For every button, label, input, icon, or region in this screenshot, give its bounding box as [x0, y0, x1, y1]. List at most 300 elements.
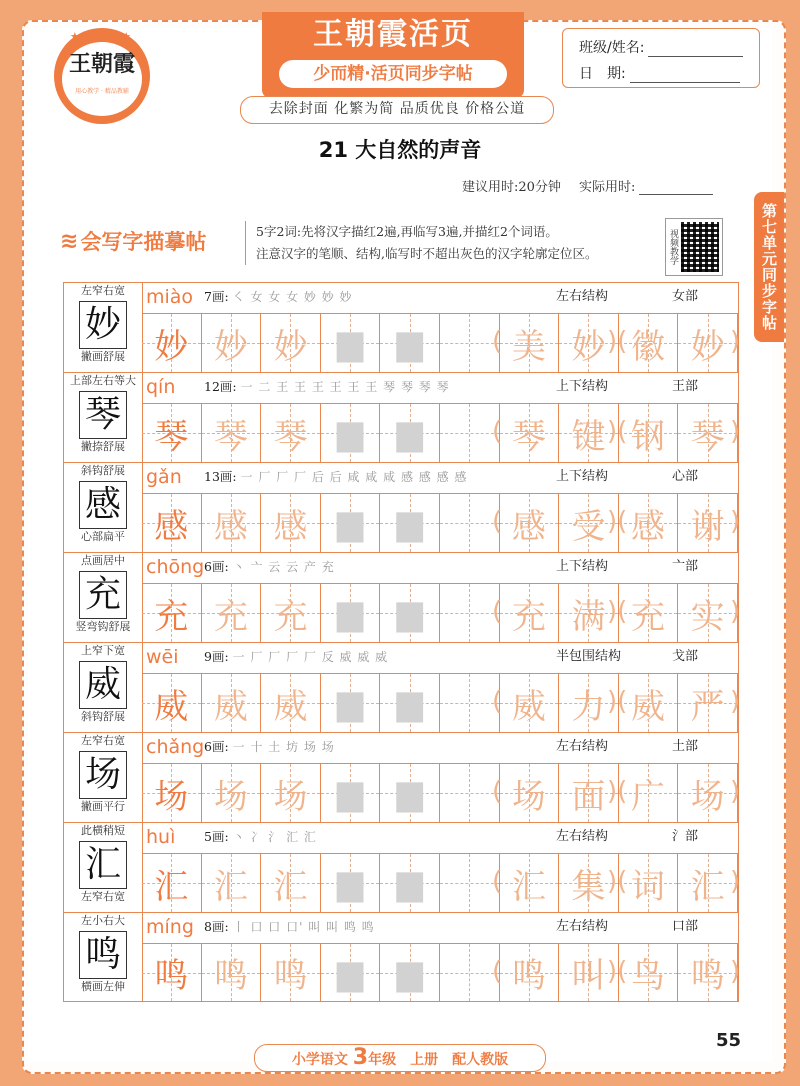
- writing-boxes: [142, 404, 741, 462]
- trace-box[interactable]: [261, 584, 321, 642]
- main-char: 威: [154, 686, 189, 727]
- trace-box[interactable]: [202, 494, 262, 552]
- trace-box[interactable]: [202, 584, 262, 642]
- footer-grade: 3: [352, 1045, 369, 1070]
- paren-open: (: [492, 506, 503, 537]
- structure-type: 左右结构: [556, 289, 609, 304]
- paren-mid: )(: [607, 956, 628, 986]
- stroke-sequence: 一 二 王 王 王 王 王 王 琴 琴 琴 琴: [240, 380, 450, 394]
- word-box[interactable]: [500, 494, 560, 552]
- outline-block: ▆: [396, 952, 423, 993]
- word-char: 感: [631, 506, 666, 547]
- radical: 戈部: [672, 649, 699, 664]
- radical: 女部: [672, 289, 699, 304]
- tip-top: 左窄右宽: [81, 734, 125, 747]
- practice-row: [63, 912, 739, 1002]
- main-char: 妙: [154, 326, 189, 367]
- model-character: 场: [79, 751, 127, 799]
- paren-open: (: [492, 956, 503, 986]
- writing-boxes: [142, 854, 741, 912]
- radical: 口部: [672, 919, 699, 934]
- word-box[interactable]: [678, 404, 741, 462]
- paren-mid: )(: [607, 686, 628, 717]
- model-character-cell: [64, 373, 143, 462]
- word-char: 妙: [571, 326, 606, 367]
- footer-edition: 年级 上册 配人教版: [368, 1052, 509, 1068]
- paren-mid: )(: [607, 776, 628, 807]
- trace-char: 威: [273, 686, 308, 727]
- practice-box[interactable]: [440, 314, 503, 372]
- word-char: 严: [690, 686, 725, 727]
- tip-top: 左窄右宽: [81, 284, 125, 297]
- word-char: 充: [511, 596, 546, 637]
- qr-label: 视频教学: [668, 229, 678, 265]
- model-character: 汇: [79, 841, 127, 889]
- word-char: 叫: [571, 956, 606, 996]
- unit-side-tab: 第七单元同步字帖: [754, 192, 784, 342]
- paren-open: (: [492, 866, 503, 897]
- trace-box[interactable]: [142, 764, 202, 822]
- actual-time-label: 实际用时:: [578, 180, 636, 195]
- radical: 土部: [672, 739, 699, 754]
- structure-type: 上下结构: [556, 379, 609, 394]
- instruction-line-1: 5字2词:先将汉字描红2遍,再临写3遍,并描红2个词语。: [256, 224, 558, 239]
- structure-type: 上下结构: [556, 469, 609, 484]
- outline-block: ▆: [396, 863, 423, 903]
- trace-box[interactable]: [261, 764, 321, 822]
- word-box[interactable]: [500, 674, 560, 732]
- stroke-order: [204, 643, 540, 673]
- footer-subject: 小学语文: [291, 1052, 348, 1068]
- stroke-count: 5画:: [204, 829, 229, 844]
- trace-box[interactable]: [202, 674, 262, 732]
- practice-row: [63, 732, 739, 822]
- practice-box[interactable]: [321, 674, 381, 732]
- pinyin: miào: [146, 286, 194, 308]
- tip-bottom: 心部扁平: [81, 530, 125, 543]
- stroke-order: [204, 733, 540, 763]
- outline-block: ▆: [337, 503, 364, 543]
- stroke-count: 6画:: [204, 559, 229, 574]
- word-char: 汇: [690, 866, 725, 907]
- tip-bottom: 竖弯钩舒展: [75, 620, 131, 633]
- word-box[interactable]: [619, 944, 679, 1001]
- practice-box[interactable]: [380, 764, 440, 822]
- model-character: 鸣: [79, 931, 127, 979]
- model-character: 琴: [79, 391, 127, 439]
- main-char: 琴: [154, 416, 189, 457]
- practice-box[interactable]: [380, 404, 440, 462]
- structure-info: [540, 823, 740, 853]
- word-char: 琴: [511, 416, 546, 457]
- paren-open: (: [492, 776, 503, 807]
- trace-char: 汇: [213, 866, 248, 907]
- trace-box[interactable]: [261, 404, 321, 462]
- main-char: 充: [154, 596, 189, 637]
- trace-box[interactable]: [261, 494, 321, 552]
- structure-info: [540, 733, 740, 763]
- outline-block: ▆: [337, 413, 364, 453]
- paren-mid: )(: [607, 416, 628, 447]
- tip-bottom: 撇画舒展: [81, 350, 125, 363]
- word-char: 场: [690, 776, 725, 817]
- outline-block: ▆: [337, 952, 364, 993]
- logo-small-text: 用心教学 · 精品教辅: [75, 88, 129, 95]
- wave-icon: ≋: [60, 228, 79, 254]
- radical: 心部: [672, 469, 699, 484]
- practice-box[interactable]: [440, 854, 503, 912]
- date-label: 日 期:: [579, 66, 626, 82]
- word-char: 充: [631, 596, 666, 637]
- practice-box[interactable]: [321, 854, 381, 912]
- writing-boxes: [142, 944, 741, 1001]
- paren-close: ): [730, 956, 741, 986]
- trace-char: 场: [273, 776, 308, 817]
- tip-top: 上窄下宽: [81, 644, 125, 657]
- word-char: 琴: [690, 416, 725, 457]
- trace-box[interactable]: [202, 404, 262, 462]
- stroke-count: 7画:: [204, 289, 229, 304]
- main-char: 感: [154, 506, 189, 547]
- trace-box[interactable]: [142, 854, 202, 912]
- tip-bottom: 横画左伸: [81, 980, 125, 993]
- stroke-order: [204, 823, 540, 853]
- paren-close: ): [730, 686, 741, 717]
- qr-code[interactable]: [665, 218, 723, 276]
- word-char: 力: [571, 686, 606, 727]
- stroke-order: [204, 553, 540, 583]
- model-character: 充: [79, 571, 127, 619]
- word-box[interactable]: [619, 584, 679, 642]
- word-char: 受: [571, 506, 606, 547]
- word-char: 词: [631, 866, 666, 907]
- slogan: 去除封面 化繁为简 品质优良 价格公道: [240, 96, 554, 124]
- stroke-sequence: ㇛ 女 女 女 妙 妙 妙: [232, 290, 353, 304]
- word-box[interactable]: [619, 764, 679, 822]
- model-character: 妙: [79, 301, 127, 349]
- practice-box[interactable]: [321, 494, 381, 552]
- stroke-count: 8画:: [204, 919, 229, 934]
- trace-box[interactable]: [142, 494, 202, 552]
- model-character-cell: [64, 553, 143, 642]
- paren-mid: )(: [607, 866, 628, 897]
- trace-box[interactable]: [142, 314, 202, 372]
- brand-subtitle: 少而精·活页同步字帖: [279, 60, 507, 88]
- tip-top: 此横稍短: [81, 824, 125, 837]
- pinyin: wēi: [146, 646, 179, 668]
- stroke-count: 13画:: [204, 469, 237, 484]
- stroke-count: 9画:: [204, 649, 229, 664]
- stroke-sequence: 丶 冫 氵 汇 汇: [232, 830, 317, 844]
- lesson-title: 21 大自然的声音: [318, 138, 482, 162]
- brand-banner: [262, 12, 524, 98]
- trace-box[interactable]: [261, 674, 321, 732]
- word-char: 美: [511, 326, 546, 367]
- outline-block: ▆: [396, 773, 423, 813]
- practice-box[interactable]: [321, 404, 381, 462]
- outline-block: ▆: [337, 773, 364, 813]
- trace-char: 妙: [273, 326, 308, 367]
- trace-char: 琴: [213, 416, 248, 457]
- word-box[interactable]: [678, 314, 741, 372]
- word-box[interactable]: [678, 584, 741, 642]
- word-char: 谢: [690, 506, 725, 547]
- structure-info: [540, 463, 740, 493]
- structure-info: [540, 643, 740, 673]
- model-character: 感: [79, 481, 127, 529]
- tip-bottom: 斜钩舒展: [81, 710, 125, 723]
- outline-block: ▆: [337, 863, 364, 903]
- word-box[interactable]: [500, 854, 560, 912]
- main-char: 鸣: [154, 956, 189, 996]
- trace-box[interactable]: [202, 764, 262, 822]
- practice-row: [63, 642, 739, 732]
- paren-close: ): [730, 776, 741, 807]
- pinyin: chōng: [146, 556, 205, 578]
- practice-grid: [63, 282, 739, 1002]
- radical: 氵部: [672, 829, 699, 844]
- paren-close: ): [730, 596, 741, 627]
- word-char: 威: [511, 686, 546, 727]
- model-character-cell: [64, 733, 143, 822]
- practice-box[interactable]: [440, 494, 503, 552]
- actual-time-field[interactable]: [639, 180, 713, 195]
- footer-badge: [254, 1044, 546, 1072]
- trace-char: 鸣: [213, 956, 248, 996]
- paren-close: ): [730, 506, 741, 537]
- practice-box[interactable]: [440, 674, 503, 732]
- structure-info: [540, 373, 740, 403]
- practice-box[interactable]: [321, 584, 381, 642]
- word-char: 场: [511, 776, 546, 817]
- outline-block: ▆: [396, 593, 423, 633]
- practice-box[interactable]: [440, 944, 503, 1001]
- word-char: 汇: [511, 866, 546, 907]
- practice-box[interactable]: [440, 404, 503, 462]
- word-char: 钢: [631, 416, 666, 457]
- stroke-sequence: 一 十 土 坊 场 场: [232, 740, 335, 754]
- word-box[interactable]: [500, 944, 560, 1001]
- date-field[interactable]: [630, 68, 740, 83]
- stroke-order: [204, 463, 540, 493]
- student-info-box: [562, 28, 760, 88]
- word-char: 妙: [690, 326, 725, 367]
- practice-box[interactable]: [440, 584, 503, 642]
- trace-box[interactable]: [202, 314, 262, 372]
- word-box[interactable]: [678, 764, 741, 822]
- main-char: 汇: [154, 866, 189, 907]
- trace-char: 妙: [213, 326, 248, 367]
- trace-box[interactable]: [142, 944, 202, 1001]
- practice-box[interactable]: [380, 584, 440, 642]
- brand-title: 王朝霞活页: [313, 17, 473, 52]
- stroke-sequence: 丨 口 口 口' 叫 叫 鸣 鸣: [232, 920, 375, 934]
- trace-box[interactable]: [261, 944, 321, 1001]
- outline-block: ▆: [337, 593, 364, 633]
- page-number: 55: [716, 1030, 742, 1051]
- outline-block: ▆: [396, 503, 423, 543]
- qr-pattern-icon: [681, 222, 719, 272]
- practice-box[interactable]: [321, 764, 381, 822]
- practice-row: [63, 822, 739, 912]
- outline-block: ▆: [337, 683, 364, 723]
- word-char: 鸟: [631, 956, 666, 996]
- trace-box[interactable]: [261, 314, 321, 372]
- writing-boxes: [142, 314, 741, 372]
- pinyin: qín: [146, 376, 176, 398]
- paren-mid: )(: [607, 596, 628, 627]
- practice-box[interactable]: [321, 944, 381, 1001]
- writing-boxes: [142, 494, 741, 552]
- stroke-sequence: 一 厂 厂 厂 后 后 咸 咸 咸 感 感 感 感: [240, 470, 468, 484]
- model-character-cell: [64, 823, 143, 912]
- trace-box[interactable]: [202, 854, 262, 912]
- outline-block: ▆: [396, 683, 423, 723]
- structure-type: 左右结构: [556, 739, 609, 754]
- trace-char: 鸣: [273, 956, 308, 996]
- trace-char: 充: [213, 596, 248, 637]
- word-box[interactable]: [500, 584, 560, 642]
- suggested-time: 建议用时:20分钟: [462, 180, 561, 195]
- structure-type: 上下结构: [556, 559, 609, 574]
- trace-box[interactable]: [202, 944, 262, 1001]
- trace-box[interactable]: [142, 404, 202, 462]
- word-char: 威: [631, 686, 666, 727]
- paren-open: (: [492, 326, 503, 357]
- logo-text: 王朝霞: [68, 52, 135, 77]
- trace-char: 琴: [273, 416, 308, 457]
- structure-info: [540, 913, 740, 943]
- word-box[interactable]: [619, 314, 679, 372]
- stroke-order: [204, 913, 540, 943]
- stroke-order: [204, 283, 540, 313]
- outline-block: ▆: [337, 323, 364, 363]
- word-box[interactable]: [619, 674, 679, 732]
- word-box[interactable]: [619, 494, 679, 552]
- trace-char: 感: [213, 506, 248, 547]
- word-box[interactable]: [678, 494, 741, 552]
- trace-char: 充: [273, 596, 308, 637]
- word-char: 徽: [631, 326, 666, 367]
- tip-bottom: 撇捺舒展: [81, 440, 125, 453]
- structure-info: [540, 553, 740, 583]
- word-box[interactable]: [678, 674, 741, 732]
- paren-open: (: [492, 686, 503, 717]
- word-char: 集: [571, 866, 606, 907]
- model-character-cell: [64, 283, 143, 372]
- practice-box[interactable]: [380, 674, 440, 732]
- word-char: 满: [571, 596, 606, 637]
- word-box[interactable]: [500, 314, 560, 372]
- tip-top: 上部左右等大: [70, 374, 136, 387]
- tip-bottom: 左窄右宽: [81, 890, 125, 903]
- paren-mid: )(: [607, 326, 628, 357]
- trace-box[interactable]: [261, 854, 321, 912]
- word-box[interactable]: [678, 944, 741, 1001]
- practice-box[interactable]: [440, 764, 503, 822]
- stroke-sequence: 一 厂 厂 厂 厂 反 威 威 威: [232, 650, 389, 664]
- pinyin: chǎng: [146, 736, 205, 758]
- word-box[interactable]: [500, 764, 560, 822]
- word-char: 鸣: [511, 956, 546, 996]
- model-character: 威: [79, 661, 127, 709]
- word-box[interactable]: [619, 404, 679, 462]
- word-char: 鸣: [690, 956, 725, 996]
- pinyin: gǎn: [146, 466, 182, 488]
- structure-info: [540, 283, 740, 313]
- practice-row: [63, 372, 739, 462]
- practice-box[interactable]: [380, 854, 440, 912]
- star-icons: ★★★★★: [69, 30, 135, 43]
- stroke-sequence: 丶 亠 云 云 产 充: [232, 560, 335, 574]
- word-char: 广: [631, 776, 666, 817]
- trace-box[interactable]: [142, 584, 202, 642]
- practice-box[interactable]: [380, 494, 440, 552]
- word-char: 感: [511, 506, 546, 547]
- word-char: 面: [571, 776, 606, 817]
- paren-open: (: [492, 416, 503, 447]
- paren-close: ): [730, 866, 741, 897]
- stroke-count: 6画:: [204, 739, 229, 754]
- paren-mid: )(: [607, 506, 628, 537]
- structure-type: 左右结构: [556, 919, 609, 934]
- stroke-order: [204, 373, 540, 403]
- trace-char: 威: [213, 686, 248, 727]
- class-name-field[interactable]: [648, 42, 743, 57]
- writing-boxes: [142, 764, 741, 822]
- trace-char: 场: [213, 776, 248, 817]
- trace-box[interactable]: [142, 674, 202, 732]
- model-character-cell: [64, 913, 143, 1001]
- paren-close: ): [730, 326, 741, 357]
- model-character-cell: [64, 463, 143, 552]
- main-char: 场: [154, 776, 189, 817]
- instruction-line-2: 注意汉字的笔顺、结构,临写时不超出灰色的汉字轮廓定位区。: [256, 246, 598, 261]
- model-character-cell: [64, 643, 143, 732]
- section-header: [60, 226, 206, 256]
- section-title: 会写字描摹帖: [80, 230, 207, 254]
- practice-row: [63, 462, 739, 552]
- stroke-count: 12画:: [204, 379, 237, 394]
- tip-top: 斜钩舒展: [81, 464, 125, 477]
- word-box[interactable]: [500, 404, 560, 462]
- time-line: [462, 176, 713, 195]
- trace-char: 汇: [273, 866, 308, 907]
- structure-type: 半包围结构: [556, 649, 622, 664]
- paren-open: (: [492, 596, 503, 627]
- pinyin: huì: [146, 826, 176, 848]
- instructions: [245, 221, 668, 265]
- practice-row: [63, 552, 739, 642]
- practice-row: [63, 282, 739, 372]
- word-box[interactable]: [619, 854, 679, 912]
- writing-boxes: [142, 584, 741, 642]
- paren-close: ): [730, 416, 741, 447]
- tip-top: 左小右大: [81, 914, 125, 927]
- practice-box[interactable]: [380, 944, 440, 1001]
- word-char: 键: [571, 416, 606, 457]
- word-box[interactable]: [678, 854, 741, 912]
- practice-box[interactable]: [321, 314, 381, 372]
- tip-bottom: 撇画平行: [81, 800, 125, 813]
- structure-type: 左右结构: [556, 829, 609, 844]
- outline-block: ▆: [396, 323, 423, 363]
- tip-top: 点画居中: [81, 554, 125, 567]
- pinyin: míng: [146, 916, 194, 938]
- practice-box[interactable]: [380, 314, 440, 372]
- trace-char: 感: [273, 506, 308, 547]
- writing-boxes: [142, 674, 741, 732]
